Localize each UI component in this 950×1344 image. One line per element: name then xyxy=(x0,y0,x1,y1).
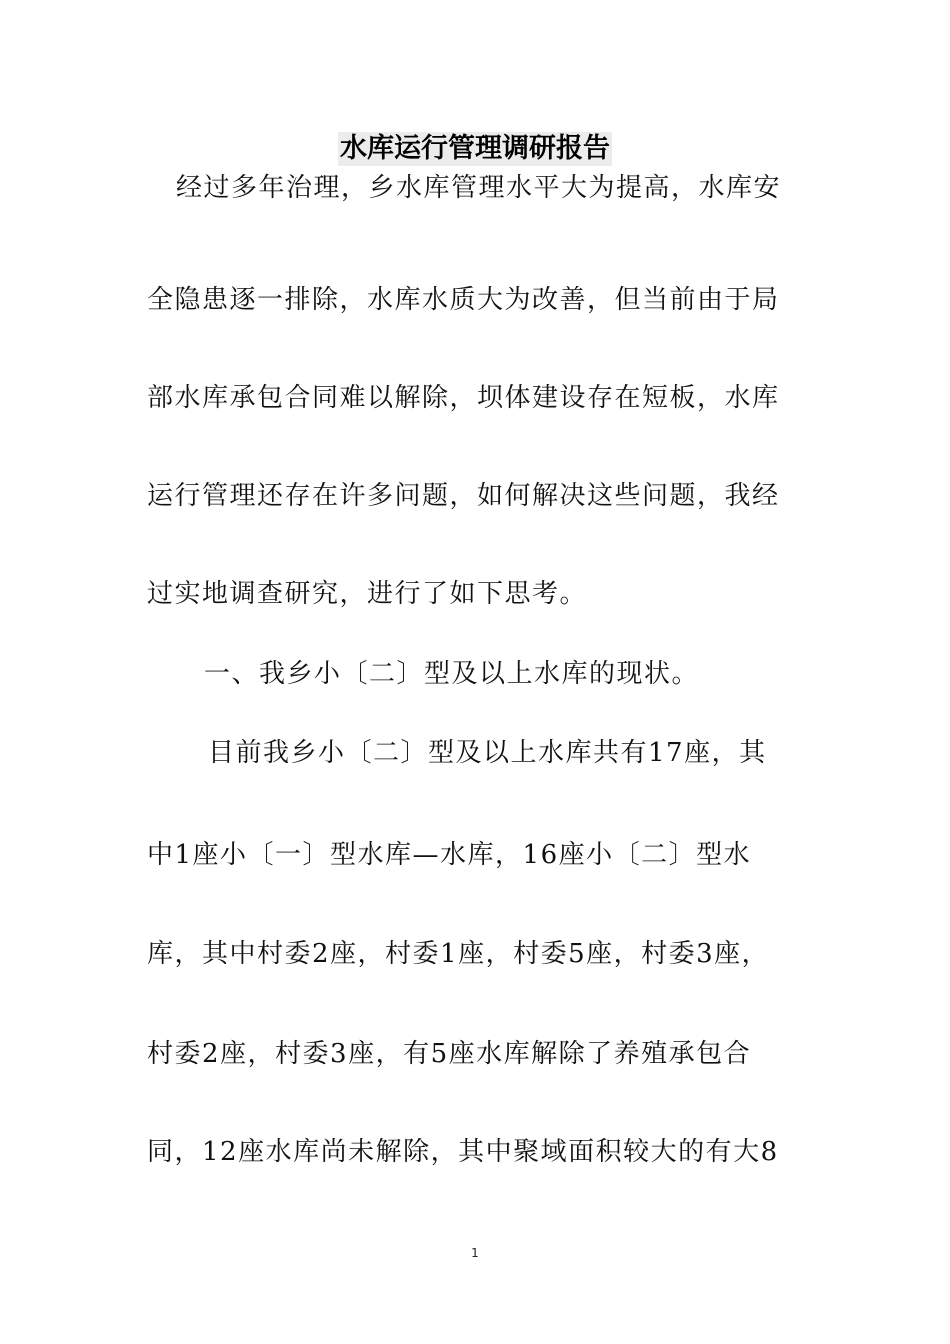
paragraph-line: 经过多年治理，乡水库管理水平大为提高，水库安 xyxy=(176,173,782,203)
page-number: 1 xyxy=(471,1246,479,1260)
paragraph-line: 过实地调查研究，进行了如下思考。 xyxy=(147,579,588,609)
paragraph-line: 村委2座，村委3座，有5座水库解除了养殖承包合 xyxy=(147,1039,752,1069)
paragraph-line: 中1座小〔一〕型水库—水库，16座小〔二〕型水 xyxy=(147,840,752,870)
paragraph-line: 运行管理还存在许多问题，如何解决这些问题，我经 xyxy=(147,481,780,511)
section-heading: 一、我乡小〔二〕型及以上水库的现状。 xyxy=(204,659,700,689)
paragraph-line: 目前我乡小〔二〕型及以上水库共有17座，其 xyxy=(208,738,767,768)
paragraph-line: 同，12座水库尚未解除，其中聚域面积较大的有大8 xyxy=(147,1137,779,1167)
document-title: 水库运行管理调研报告 xyxy=(340,133,610,164)
document-title-wrapper xyxy=(0,132,950,166)
paragraph-line: 全隐患逐一排除，水库水质大为改善，但当前由于局 xyxy=(147,285,780,315)
paragraph-line: 部水库承包合同难以解除，坝体建设存在短板，水库 xyxy=(147,383,780,413)
paragraph-line: 库，其中村委2座，村委1座，村委5座，村委3座， xyxy=(147,939,770,969)
